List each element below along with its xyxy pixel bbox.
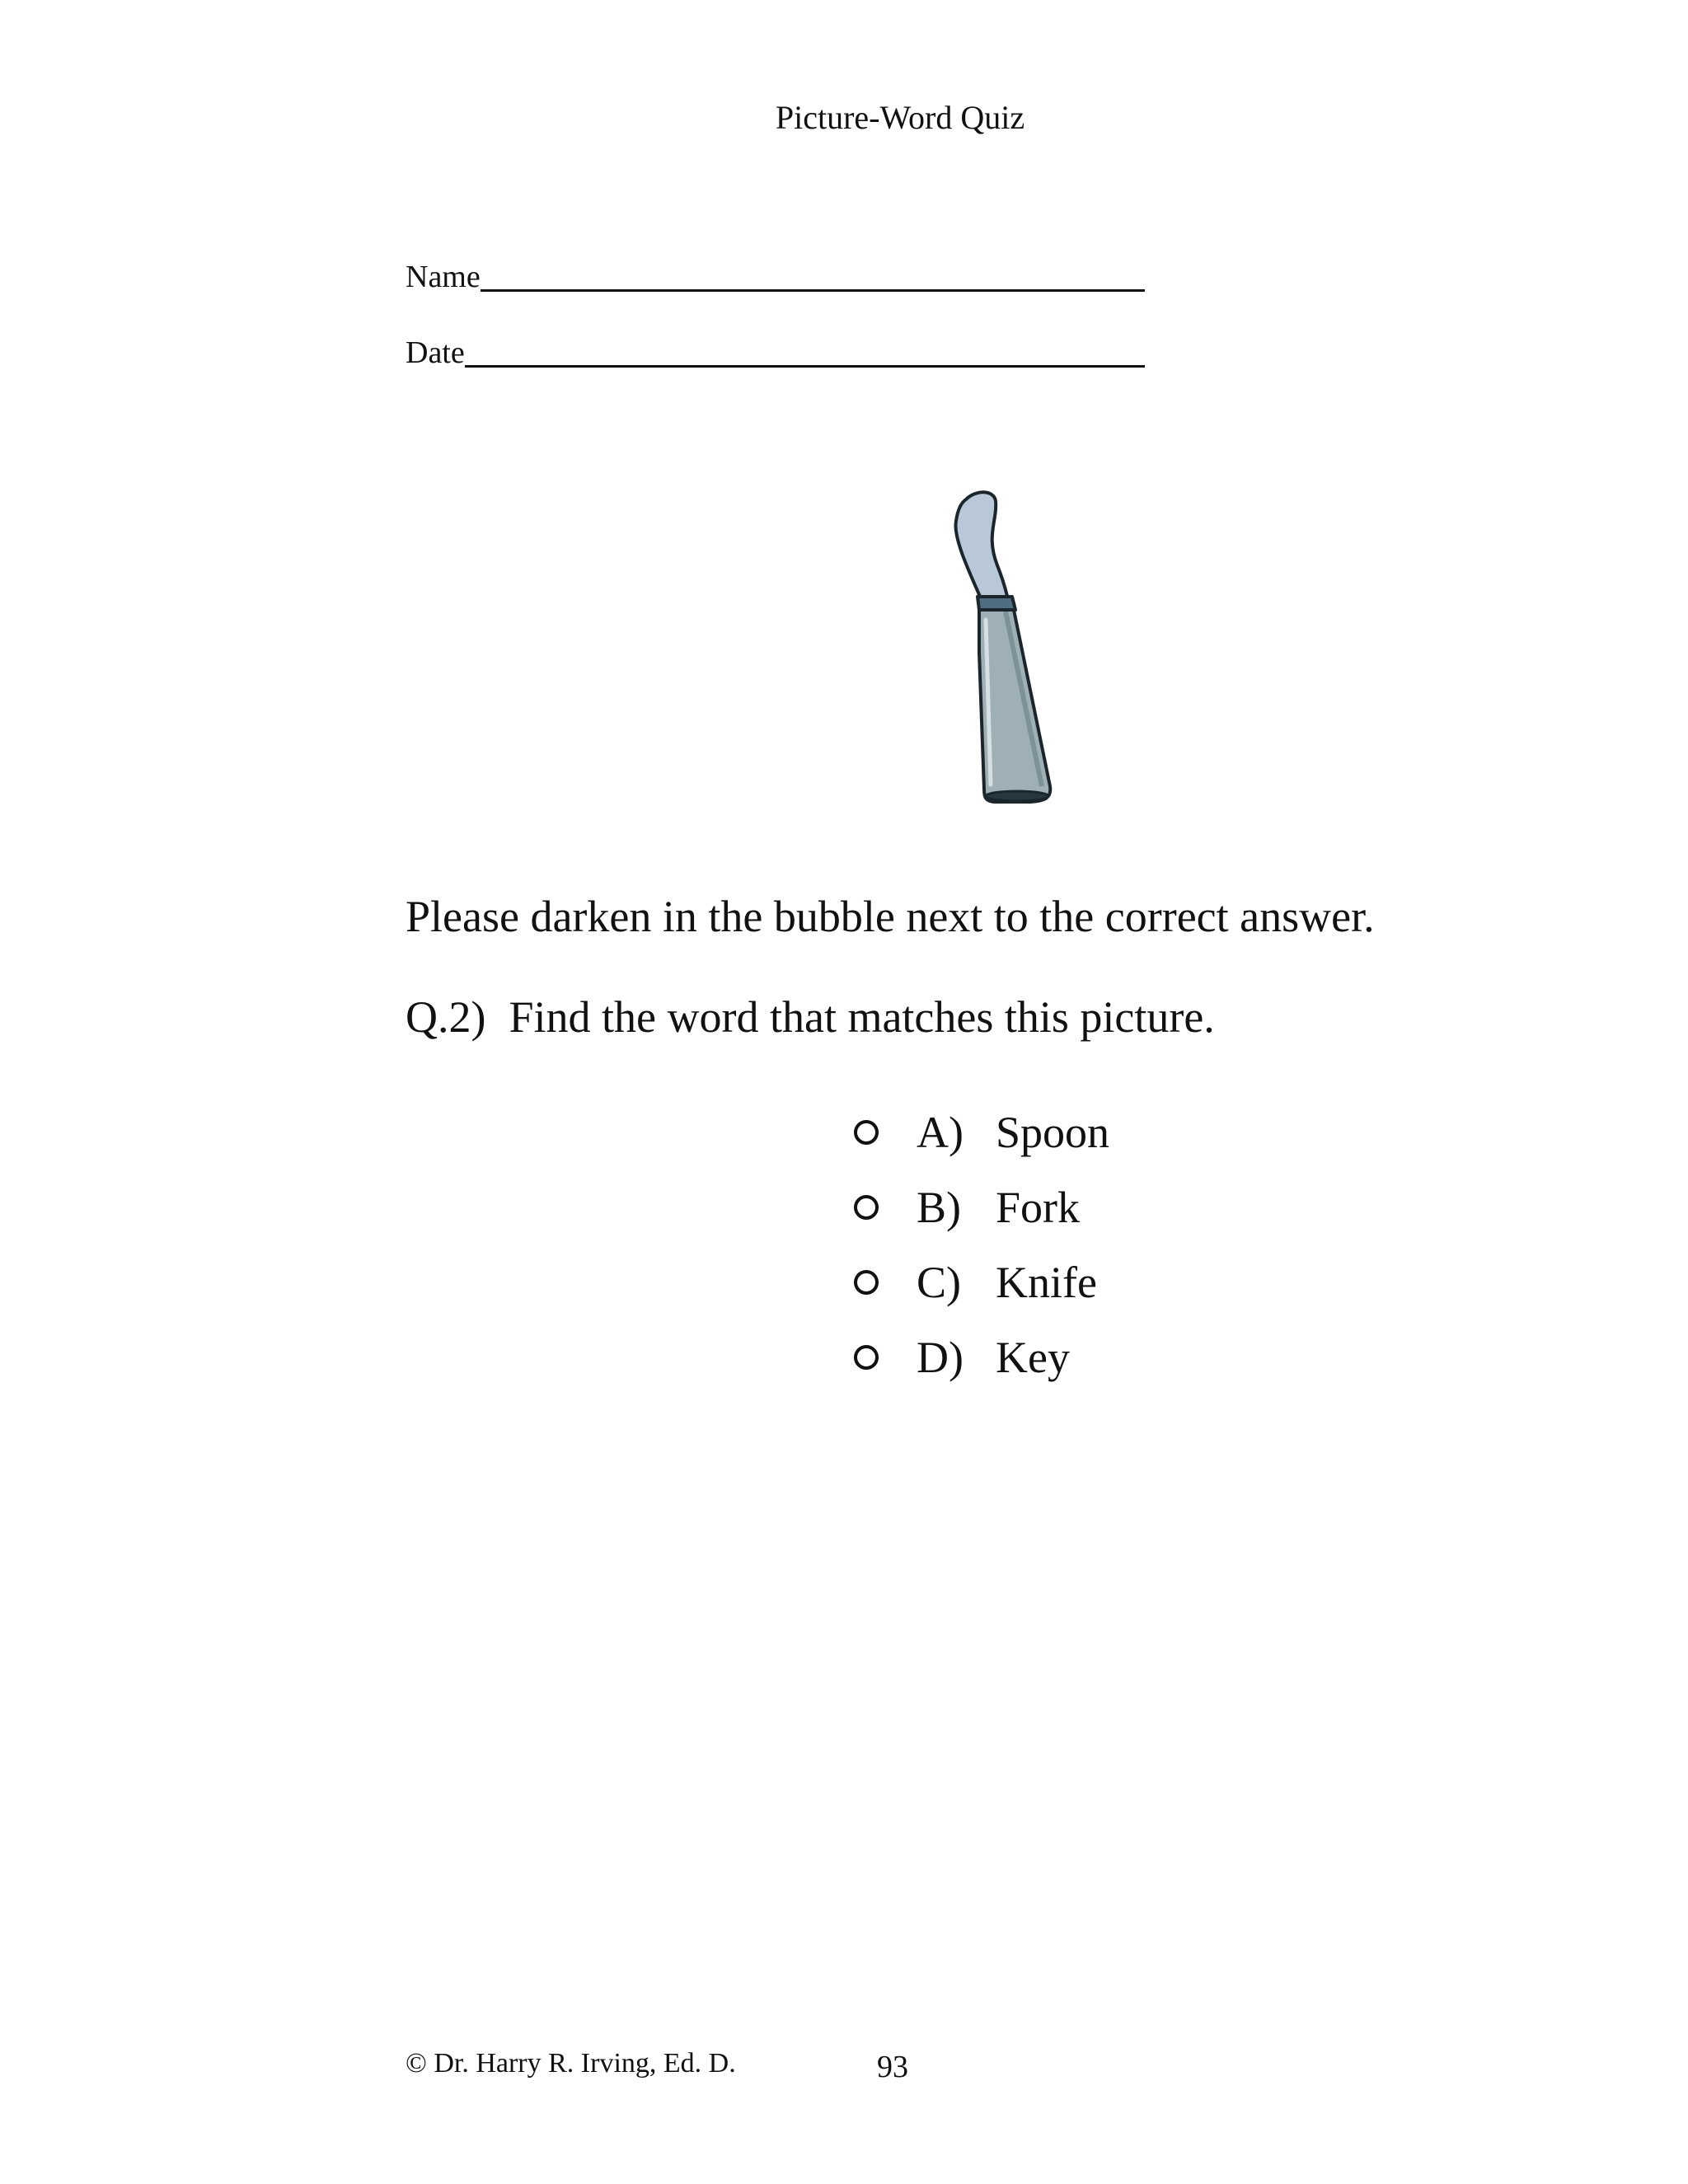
name-blank-line[interactable] (481, 289, 1145, 292)
option-letter: B) (917, 1183, 961, 1232)
option-letter: A) (917, 1108, 964, 1157)
knife-end-cap (986, 791, 1048, 801)
name-label: Name (406, 260, 481, 294)
footer-copyright: © Dr. Harry R. Irving, Ed. D. (406, 2048, 736, 2079)
option-letter: C) (917, 1258, 961, 1307)
answer-bubble-d[interactable] (854, 1345, 879, 1370)
option-text: Spoon (996, 1108, 1110, 1157)
answer-option-b[interactable] (854, 1179, 1080, 1235)
answer-option-c[interactable] (854, 1254, 1097, 1310)
answer-bubble-b[interactable] (854, 1195, 879, 1220)
date-blank-line[interactable] (465, 365, 1145, 368)
answer-option-d[interactable] (854, 1329, 1070, 1385)
option-text: Knife (996, 1258, 1097, 1307)
option-text: Fork (996, 1183, 1081, 1232)
option-letter: D) (917, 1333, 964, 1382)
knife-blade (955, 492, 1008, 602)
page-number: 93 (877, 2050, 908, 2084)
date-field[interactable] (406, 323, 1145, 373)
answer-bubble-c[interactable] (854, 1270, 879, 1295)
question-text: Find the word that matches this picture. (509, 992, 1215, 1042)
instruction-text: Please darken in the bubble next to the correct answer. (406, 892, 1375, 941)
question (406, 989, 1215, 1045)
butter-knife-icon (948, 488, 1080, 819)
name-field[interactable] (406, 247, 1145, 297)
option-text: Key (996, 1333, 1070, 1382)
question-number: Q.2) (406, 992, 486, 1042)
knife-bolster (978, 597, 1015, 610)
answer-bubble-a[interactable] (854, 1120, 879, 1145)
page-title: Picture-Word Quiz (775, 99, 1025, 136)
date-label: Date (406, 335, 465, 370)
answer-option-a[interactable] (854, 1104, 1109, 1160)
